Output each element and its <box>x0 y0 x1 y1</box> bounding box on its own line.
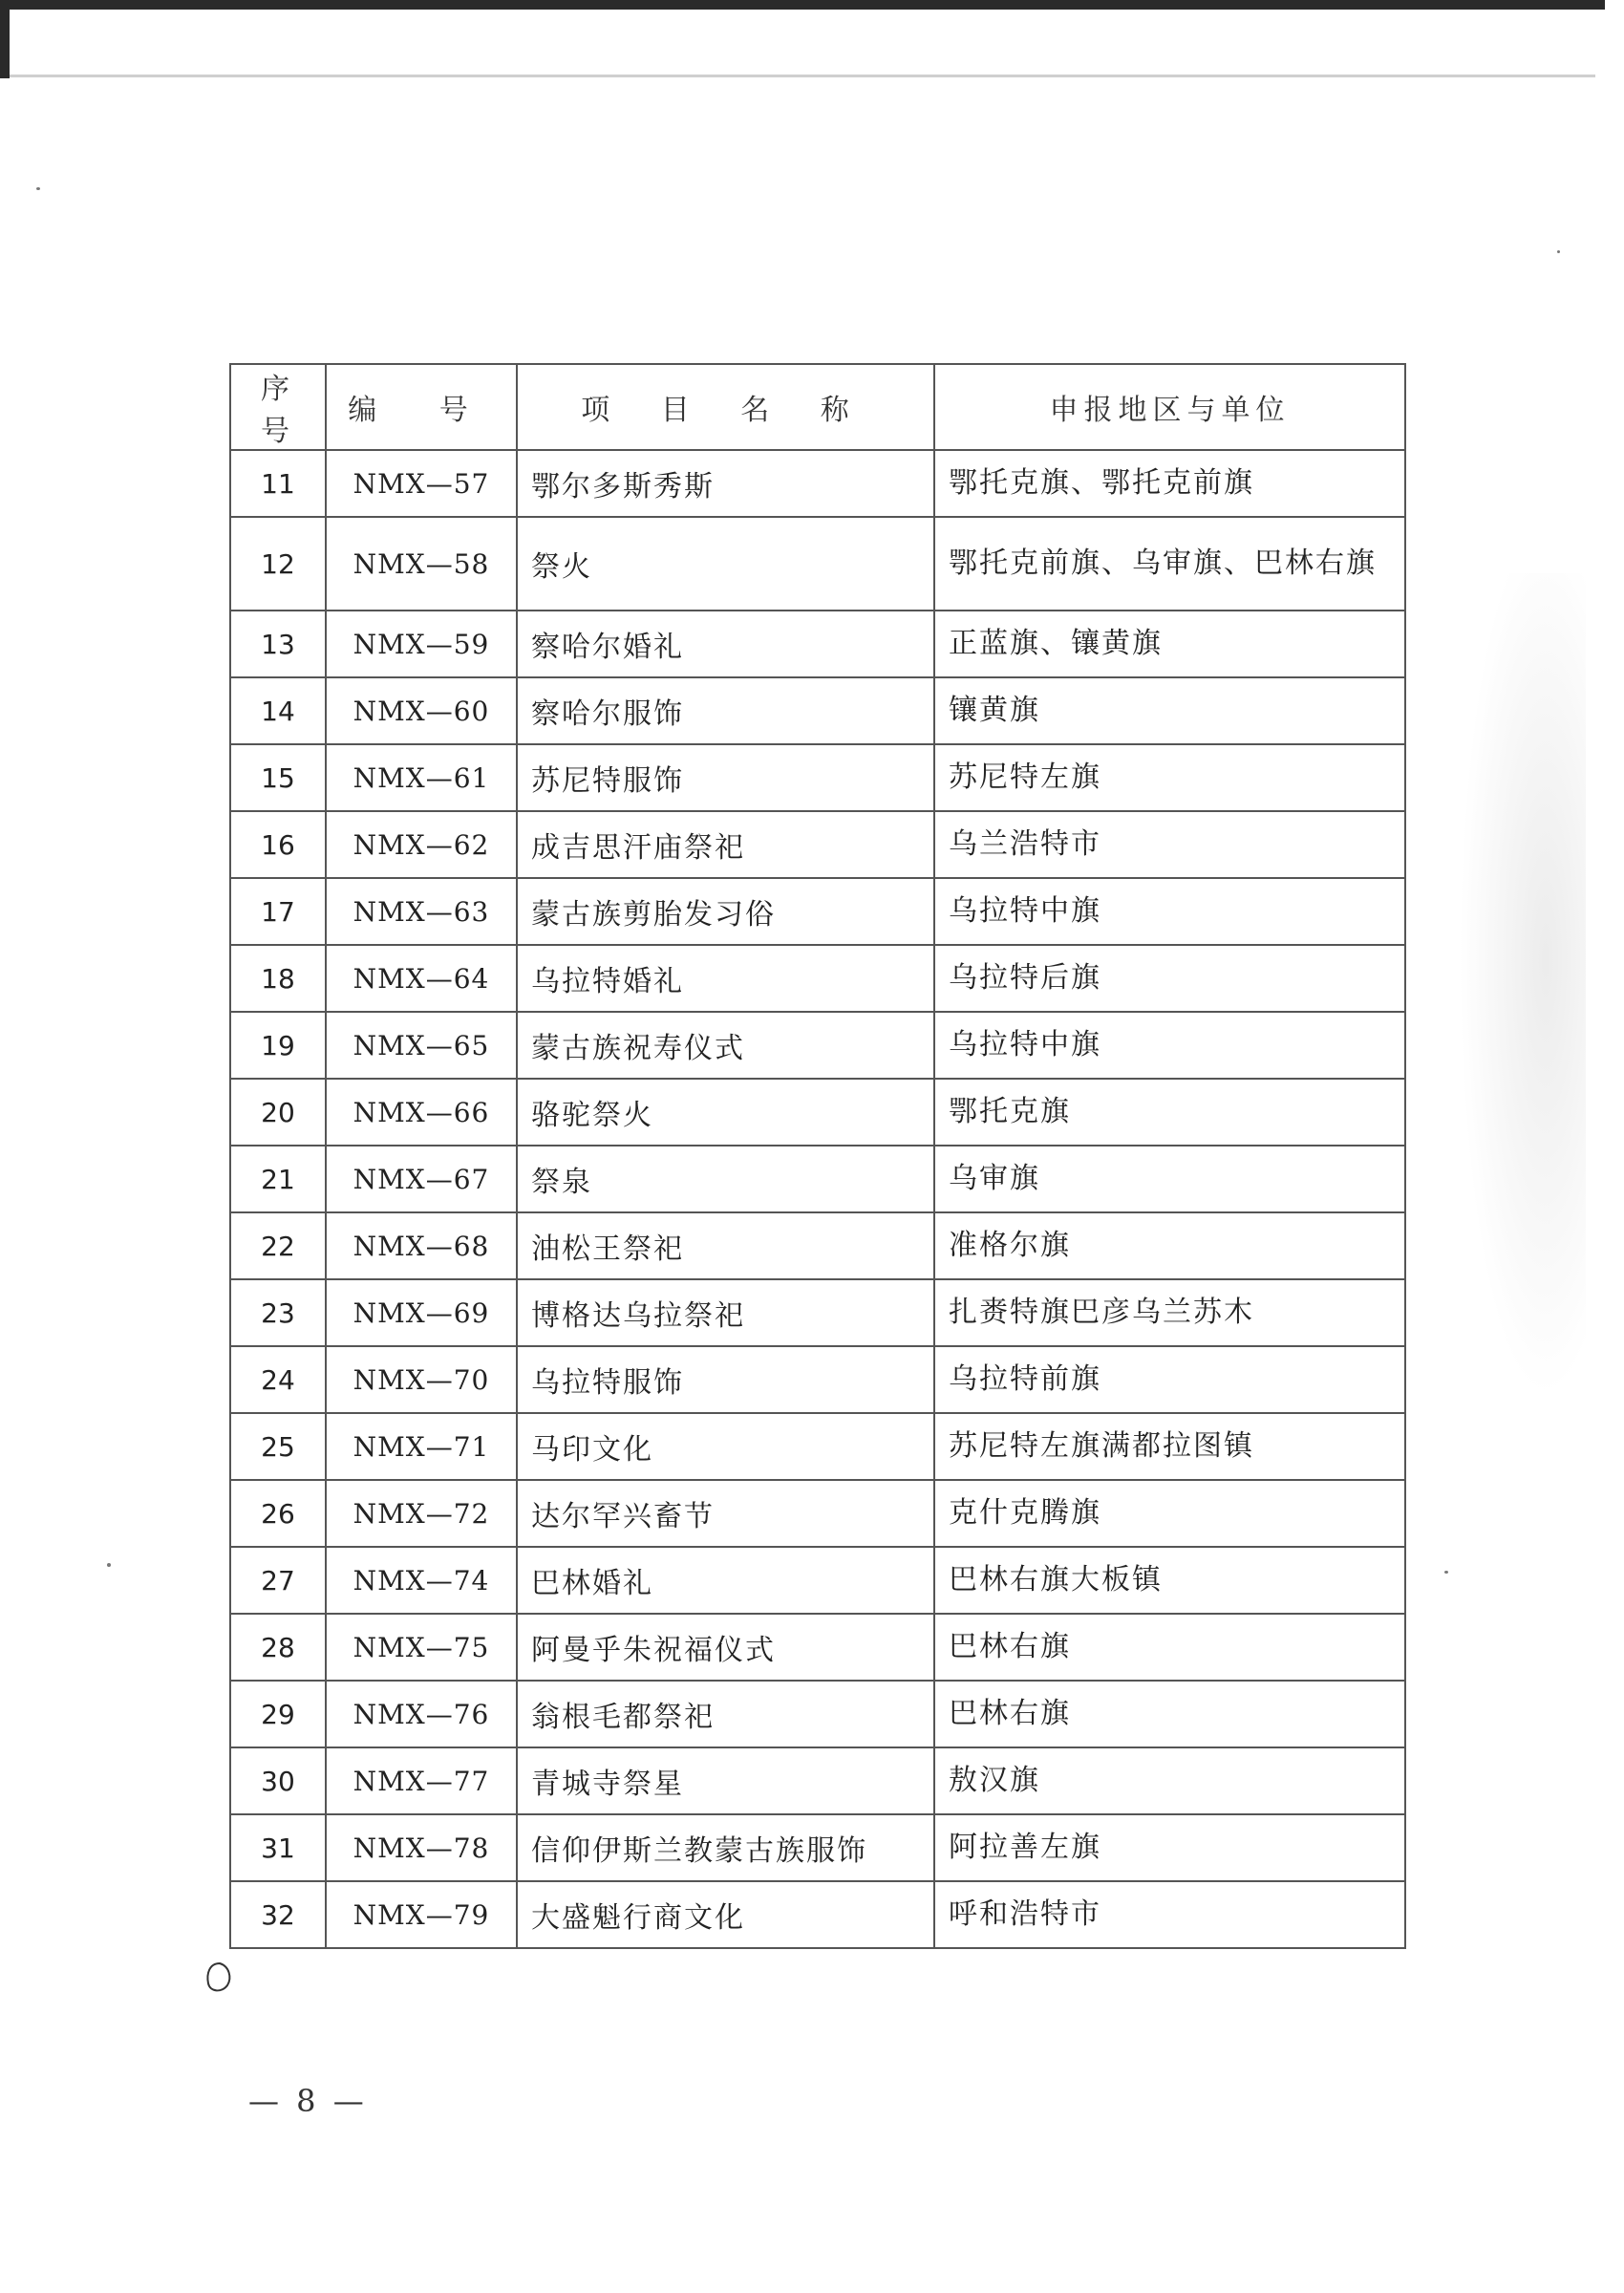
cell-project-name: 蒙古族祝寿仪式 <box>517 1012 934 1079</box>
cell-seq: 16 <box>230 811 326 878</box>
cell-project-name: 祭泉 <box>517 1146 934 1212</box>
cell-project-name: 青城寺祭星 <box>517 1747 934 1814</box>
cell-seq: 21 <box>230 1146 326 1212</box>
table-row <box>230 878 1405 945</box>
cell-code: NMⅩ—62 <box>326 811 517 878</box>
table-row <box>230 1881 1405 1948</box>
scan-speck <box>1557 250 1560 253</box>
paper-stain <box>1452 573 1586 1433</box>
cell-region: 巴林右旗 <box>934 1614 1405 1681</box>
cell-region: 扎赉特旗巴彦乌兰苏木 <box>934 1279 1405 1346</box>
cell-seq: 19 <box>230 1012 326 1079</box>
table-row <box>230 1747 1405 1814</box>
cell-region: 鄂托克前旗、乌审旗、巴林右旗 <box>934 517 1405 611</box>
table-row <box>230 1012 1405 1079</box>
cell-project-name: 博格达乌拉祭祀 <box>517 1279 934 1346</box>
cell-code: NMⅩ—67 <box>326 1146 517 1212</box>
cell-region: 巴林右旗 <box>934 1681 1405 1747</box>
cell-code: NMⅩ—75 <box>326 1614 517 1681</box>
cell-code: NMⅩ—76 <box>326 1681 517 1747</box>
cell-region: 鄂托克旗、鄂托克前旗 <box>934 450 1405 517</box>
cell-project-name: 蒙古族剪胎发习俗 <box>517 878 934 945</box>
cell-region: 阿拉善左旗 <box>934 1814 1405 1881</box>
cell-region: 苏尼特左旗 <box>934 744 1405 811</box>
cell-code: NMⅩ—61 <box>326 744 517 811</box>
cell-code: NMⅩ—58 <box>326 517 517 611</box>
cell-seq: 29 <box>230 1681 326 1747</box>
cell-code: NMⅩ—77 <box>326 1747 517 1814</box>
cell-code: NMⅩ—70 <box>326 1346 517 1413</box>
cell-seq: 12 <box>230 517 326 611</box>
cell-project-name: 苏尼特服饰 <box>517 744 934 811</box>
table-row <box>230 1413 1405 1480</box>
cell-seq: 17 <box>230 878 326 945</box>
cell-project-name: 翁根毛都祭祀 <box>517 1681 934 1747</box>
cell-project-name: 阿曼乎朱祝福仪式 <box>517 1614 934 1681</box>
cell-seq: 14 <box>230 677 326 744</box>
cell-project-name: 察哈尔婚礼 <box>517 611 934 677</box>
table-row <box>230 1681 1405 1747</box>
cell-code: NMⅩ—60 <box>326 677 517 744</box>
table-row <box>230 1279 1405 1346</box>
cell-project-name: 大盛魁行商文化 <box>517 1881 934 1948</box>
scan-speck <box>36 187 40 190</box>
cell-seq: 13 <box>230 611 326 677</box>
cell-region: 乌拉特中旗 <box>934 1012 1405 1079</box>
cell-project-name: 马印文化 <box>517 1413 934 1480</box>
header-code: 编 号 <box>326 364 517 450</box>
cell-region: 镶黄旗 <box>934 677 1405 744</box>
cell-code: NMⅩ—57 <box>326 450 517 517</box>
cell-seq: 31 <box>230 1814 326 1881</box>
table-row <box>230 1212 1405 1279</box>
cell-seq: 11 <box>230 450 326 517</box>
cell-region: 乌兰浩特市 <box>934 811 1405 878</box>
cell-seq: 20 <box>230 1079 326 1146</box>
table-row <box>230 677 1405 744</box>
cell-project-name: 油松王祭祀 <box>517 1212 934 1279</box>
cell-project-name: 乌拉特服饰 <box>517 1346 934 1413</box>
header-seq: 序号 <box>230 364 326 450</box>
cell-code: NMⅩ—66 <box>326 1079 517 1146</box>
cell-seq: 27 <box>230 1547 326 1614</box>
cell-project-name: 鄂尔多斯秀斯 <box>517 450 934 517</box>
cell-region: 呼和浩特市 <box>934 1881 1405 1948</box>
cell-code: NMⅩ—72 <box>326 1480 517 1547</box>
scan-speck <box>1444 1571 1448 1574</box>
cell-seq: 32 <box>230 1881 326 1948</box>
table-row <box>230 1547 1405 1614</box>
table-row <box>230 1614 1405 1681</box>
cell-project-name: 信仰伊斯兰教蒙古族服饰 <box>517 1814 934 1881</box>
cell-seq: 30 <box>230 1747 326 1814</box>
cell-region: 乌拉特前旗 <box>934 1346 1405 1413</box>
page-number: — 8 — <box>248 2083 368 2119</box>
table-row <box>230 945 1405 1012</box>
cell-region: 乌审旗 <box>934 1146 1405 1212</box>
cell-code: NMⅩ—64 <box>326 945 517 1012</box>
cell-region: 乌拉特中旗 <box>934 878 1405 945</box>
table-row <box>230 1079 1405 1146</box>
header-project-name: 项 目 名 称 <box>517 364 934 450</box>
cell-region: 准格尔旗 <box>934 1212 1405 1279</box>
cell-region: 苏尼特左旗满都拉图镇 <box>934 1413 1405 1480</box>
table-row <box>230 811 1405 878</box>
table-row <box>230 744 1405 811</box>
cell-seq: 15 <box>230 744 326 811</box>
table-row <box>230 1146 1405 1212</box>
heritage-project-table <box>229 363 1406 1949</box>
table-row <box>230 450 1405 517</box>
scan-left-edge <box>0 0 10 78</box>
cell-code: NMⅩ—65 <box>326 1012 517 1079</box>
cell-project-name: 成吉思汗庙祭祀 <box>517 811 934 878</box>
cell-seq: 22 <box>230 1212 326 1279</box>
cell-code: NMⅩ—79 <box>326 1881 517 1948</box>
cell-project-name: 巴林婚礼 <box>517 1547 934 1614</box>
cell-project-name: 祭火 <box>517 517 934 611</box>
cell-code: NMⅩ—63 <box>326 878 517 945</box>
table-row <box>230 611 1405 677</box>
table-row <box>230 1480 1405 1547</box>
cell-region: 巴林右旗大板镇 <box>934 1547 1405 1614</box>
cell-region: 乌拉特后旗 <box>934 945 1405 1012</box>
scan-dark-edge <box>0 0 1605 10</box>
cell-project-name: 达尔罕兴畜节 <box>517 1480 934 1547</box>
table-body <box>230 450 1405 1948</box>
cell-seq: 18 <box>230 945 326 1012</box>
cell-project-name: 察哈尔服饰 <box>517 677 934 744</box>
cell-code: NMⅩ—74 <box>326 1547 517 1614</box>
scan-speck <box>107 1563 111 1567</box>
cell-code: NMⅩ—69 <box>326 1279 517 1346</box>
header-region: 申报地区与单位 <box>934 364 1405 450</box>
table-row <box>230 1814 1405 1881</box>
handwritten-circle-mark <box>204 1961 233 1995</box>
table-header-row <box>230 364 1405 450</box>
scan-top-edge <box>0 0 1624 76</box>
header-rule <box>10 75 1595 77</box>
cell-project-name: 骆驼祭火 <box>517 1079 934 1146</box>
cell-seq: 28 <box>230 1614 326 1681</box>
cell-region: 敖汉旗 <box>934 1747 1405 1814</box>
cell-region: 正蓝旗、镶黄旗 <box>934 611 1405 677</box>
cell-code: NMⅩ—68 <box>326 1212 517 1279</box>
cell-code: NMⅩ—78 <box>326 1814 517 1881</box>
table-row <box>230 517 1405 611</box>
cell-region: 克什克腾旗 <box>934 1480 1405 1547</box>
table-row <box>230 1346 1405 1413</box>
cell-seq: 24 <box>230 1346 326 1413</box>
cell-region: 鄂托克旗 <box>934 1079 1405 1146</box>
cell-seq: 26 <box>230 1480 326 1547</box>
cell-seq: 25 <box>230 1413 326 1480</box>
cell-code: NMⅩ—71 <box>326 1413 517 1480</box>
cell-project-name: 乌拉特婚礼 <box>517 945 934 1012</box>
cell-code: NMⅩ—59 <box>326 611 517 677</box>
cell-seq: 23 <box>230 1279 326 1346</box>
